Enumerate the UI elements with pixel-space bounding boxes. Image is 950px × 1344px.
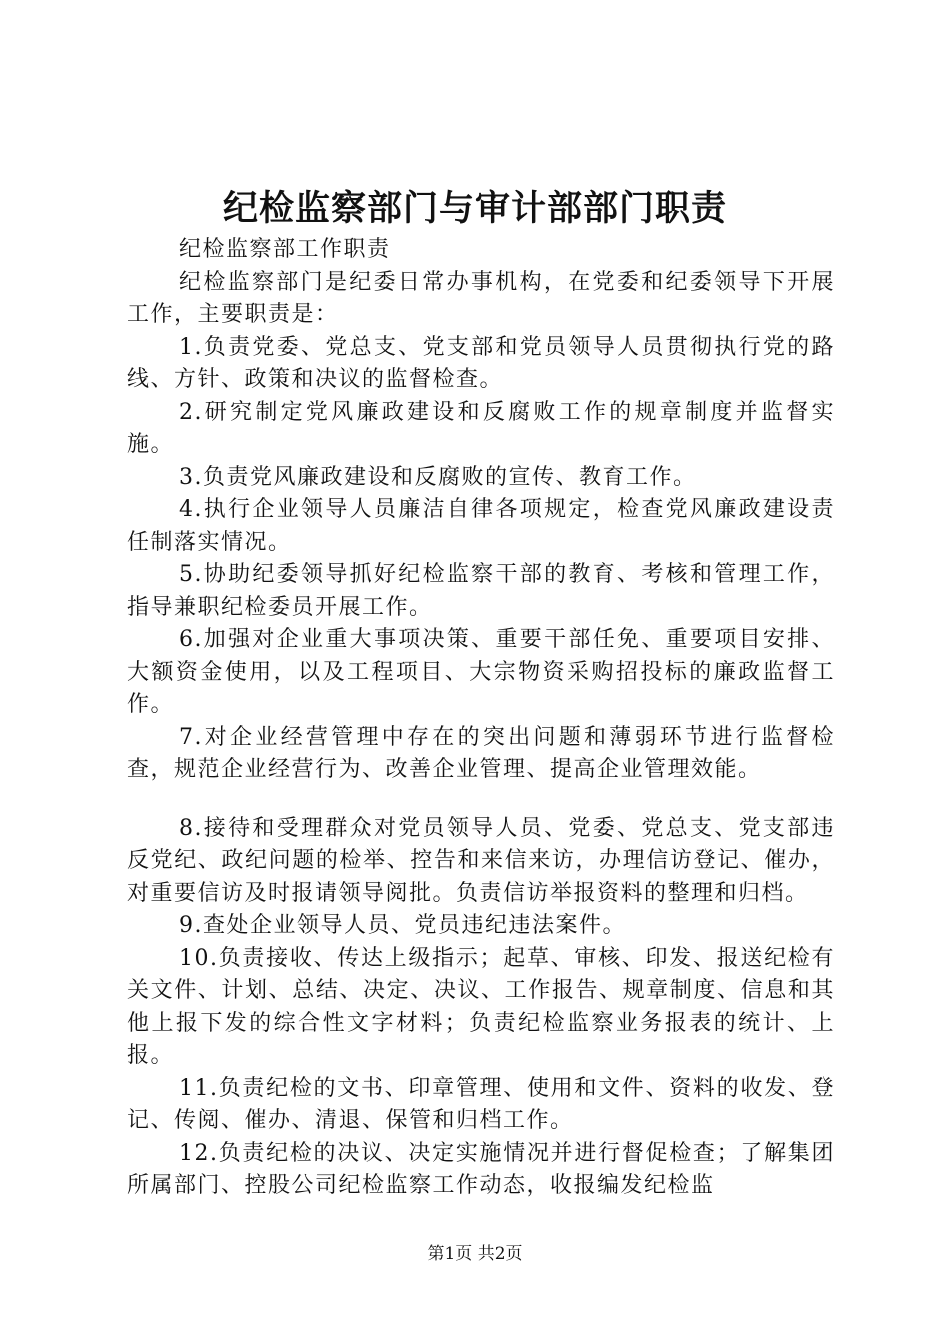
- duty-item-10: 10.负责接收、传达上级指示；起草、审核、印发、报送纪检有关文件、计划、总结、决定、决议、工作报告、规章制度、信息和其他上报下发的综合性文字材料；负责纪检监察业务报表的统计、上报。: [127, 945, 835, 1068]
- duty-item-8: 8.接待和受理群众对党员领导人员、党委、党总支、党支部违反党纪、政纪问题的检举、控告和来信来访，办理信访登记、催办，对重要信访及时报请领导阅批。负责信访举报资料的整理和归档。: [127, 815, 835, 906]
- duty-item-2: 2.研究制定党风廉政建设和反腐败工作的规章制度并监督实施。: [127, 399, 835, 457]
- document-title: 纪检监察部门与审计部部门职责: [222, 188, 727, 229]
- duty-item-12: 12.负责纪检的决议、决定实施情况并进行督促检查；了解集团所属部门、控股公司纪检监察工作动态，收报编发纪检监: [127, 1140, 835, 1198]
- intro-paragraph: 纪检监察部门是纪委日常办事机构，在党委和纪委领导下开展工作，主要职责是：: [127, 269, 835, 327]
- duty-item-4: 4.执行企业领导人员廉洁自律各项规定，检查党风廉政建设责任制落实情况。: [127, 497, 835, 555]
- duty-item-9: 9.查处企业领导人员、党员违纪违法案件。: [179, 913, 626, 938]
- duty-item-1: 1.负责党委、党总支、党支部和党员领导人员贯彻执行党的路线、方针、政策和决议的监督检查。: [127, 334, 835, 392]
- duty-item-5: 5.协助纪委领导抓好纪检监察干部的教育、考核和管理工作，指导兼职纪检委员开展工作。: [127, 562, 835, 620]
- duty-item-6: 6.加强对企业重大事项决策、重要干部任免、重要项目安排、大额资金使用，以及工程项目、大宗物资采购招投标的廉政监督工作。: [127, 627, 835, 717]
- duty-item-3: 3.负责党风廉政建设和反腐败的宣传、教育工作。: [179, 464, 697, 490]
- document-body: [127, 234, 835, 1203]
- section-heading: 纪检监察部工作职责: [179, 237, 391, 262]
- page-number-footer: 第1页 共2页: [427, 1244, 523, 1264]
- duty-item-11: 11.负责纪检的文书、印章管理、使用和文件、资料的收发、登记、传阅、催办、清退、保管和归档工作。: [127, 1075, 835, 1133]
- duty-item-7: 7.对企业经营管理中存在的突出问题和薄弱环节进行监督检查，规范企业经营行为、改善企业管理、提高企业管理效能。: [127, 724, 835, 782]
